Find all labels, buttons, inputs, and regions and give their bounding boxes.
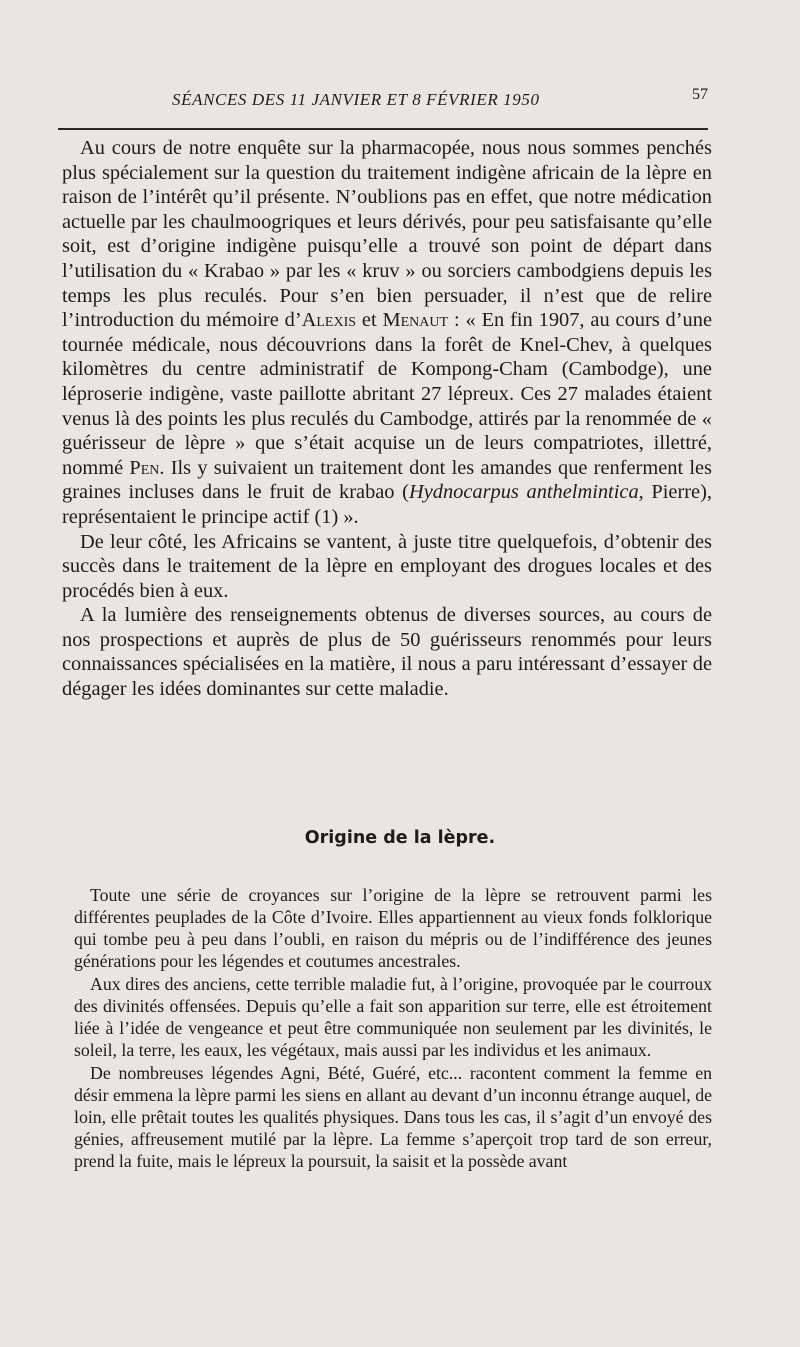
- running-title: SÉANCES DES 11 JANVIER ET 8 FÉVRIER 1950: [172, 90, 540, 109]
- paragraph-text: : « En fin 1907, au cours d’une tournée médicale, nous découvrions dans la forêt de Knel-Chev, à quelques kilomètres du centre administratif de Kompong-Cham (Cambodge), une léproserie indigène, vaste paillotte abritant 27 lépreux. Ces 27 malades étaient venus là des points les plus reculés du Cambodge, attirés par la renommée de « guérisseur de lèpre » que s’était acquise un de leurs compatriotes, illettré, nommé: [62, 309, 712, 479]
- main-text: [62, 136, 712, 702]
- paragraph-africains: De leur côté, les Africains se vantent, à juste titre quelquefois, d’obtenir des succès dans le traitement de la lèpre en employant des drogues locales et des procédés bien à eux.: [62, 530, 712, 602]
- paragraph-renseignements: A la lumière des renseignements obtenus de diverses sources, au cours de nos prospections et auprès de plus de 50 guérisseurs renommés pour leurs connaissances spécialisées en la matière, il nous a paru intéressant d’essayer de dégager les idées dominantes sur cette maladie.: [62, 604, 712, 701]
- person-name: Pen: [129, 456, 160, 479]
- author-name: Alexis: [301, 309, 357, 332]
- section-text: [74, 884, 712, 1172]
- section-heading: Origine de la lèpre.: [304, 828, 496, 848]
- header-rule: [58, 128, 708, 130]
- paragraph-anciens: Aux dires des anciens, cette terrible maladie fut, à l’origine, provoquée par le courroux des divinités offensées. Depuis qu’elle a fait son apparition sur terre, elle est étroitement liée à l’idée de vengeance et peut être communiquée non seulement par les divinités, le soleil, la terre, les eaux, les végétaux, mais aussi par les individus et les animaux.: [74, 974, 712, 1060]
- paragraph-croyances: Toute une série de croyances sur l’origine de la lèpre se retrouvent parmi les différentes peuplades de la Côte d’Ivoire. Elles appartiennent au vieux fonds folklorique qui tombe peu à peu dans l’oubli, en raison du mépris ou de l’indifférence des jeunes générations pour les légendes et coutumes ancestrales.: [74, 885, 712, 971]
- paragraph-legendes: De nombreuses légendes Agni, Bété, Guéré, etc... racontent comment la femme en désir emmena la lèpre parmi les siens en allant au devant d’un inconnu étrange auquel, de loin, elle prêtait toutes les qualités physiques. Dans tous les cas, il s’agit d’un envoyé des génies, affreusement mutilé par la lèpre. La femme s’aperçoit trop tard de son erreur, prend la fuite, mais le lépreux la poursuit, la saisit et la possède avant: [74, 1063, 712, 1171]
- page-header: [60, 86, 716, 116]
- paragraph-text: . Ils y suivaient un traitement dont les amandes que renferment les graines incluses dans le fruit de krabao (: [62, 456, 712, 504]
- page-number: 57: [692, 86, 708, 103]
- species-name: Hydnocarpus anthelmintica: [408, 481, 639, 504]
- paragraph-text: Au cours de notre enquête sur la pharmacopée, nous nous sommes penchés plus spécialement sur la question du traitement indigène africain de la lèpre en raison de l’intérêt qu’il présente. N’oublions pas en effet, que notre médication actuelle par les chaulmoogriques et leurs dérivés, pour peu satisfaisante qu’elle soit, est d’origine indigène puisqu’elle a trouvé son point de départ dans l’utilisation du « Krabao » par les « kruv » ou sorciers cambodgiens depuis les temps les plus reculés. Pour s’en bien persuader, il n’est que de relire l’introduction du mémoire d’: [62, 137, 712, 332]
- paragraph-pharmacopee: [62, 136, 712, 530]
- author-name: Menaut: [382, 309, 449, 332]
- paragraph-text: et: [356, 309, 383, 332]
- paragraph-text: , Pierre), représentaient le principe actif (1) ».: [62, 481, 712, 528]
